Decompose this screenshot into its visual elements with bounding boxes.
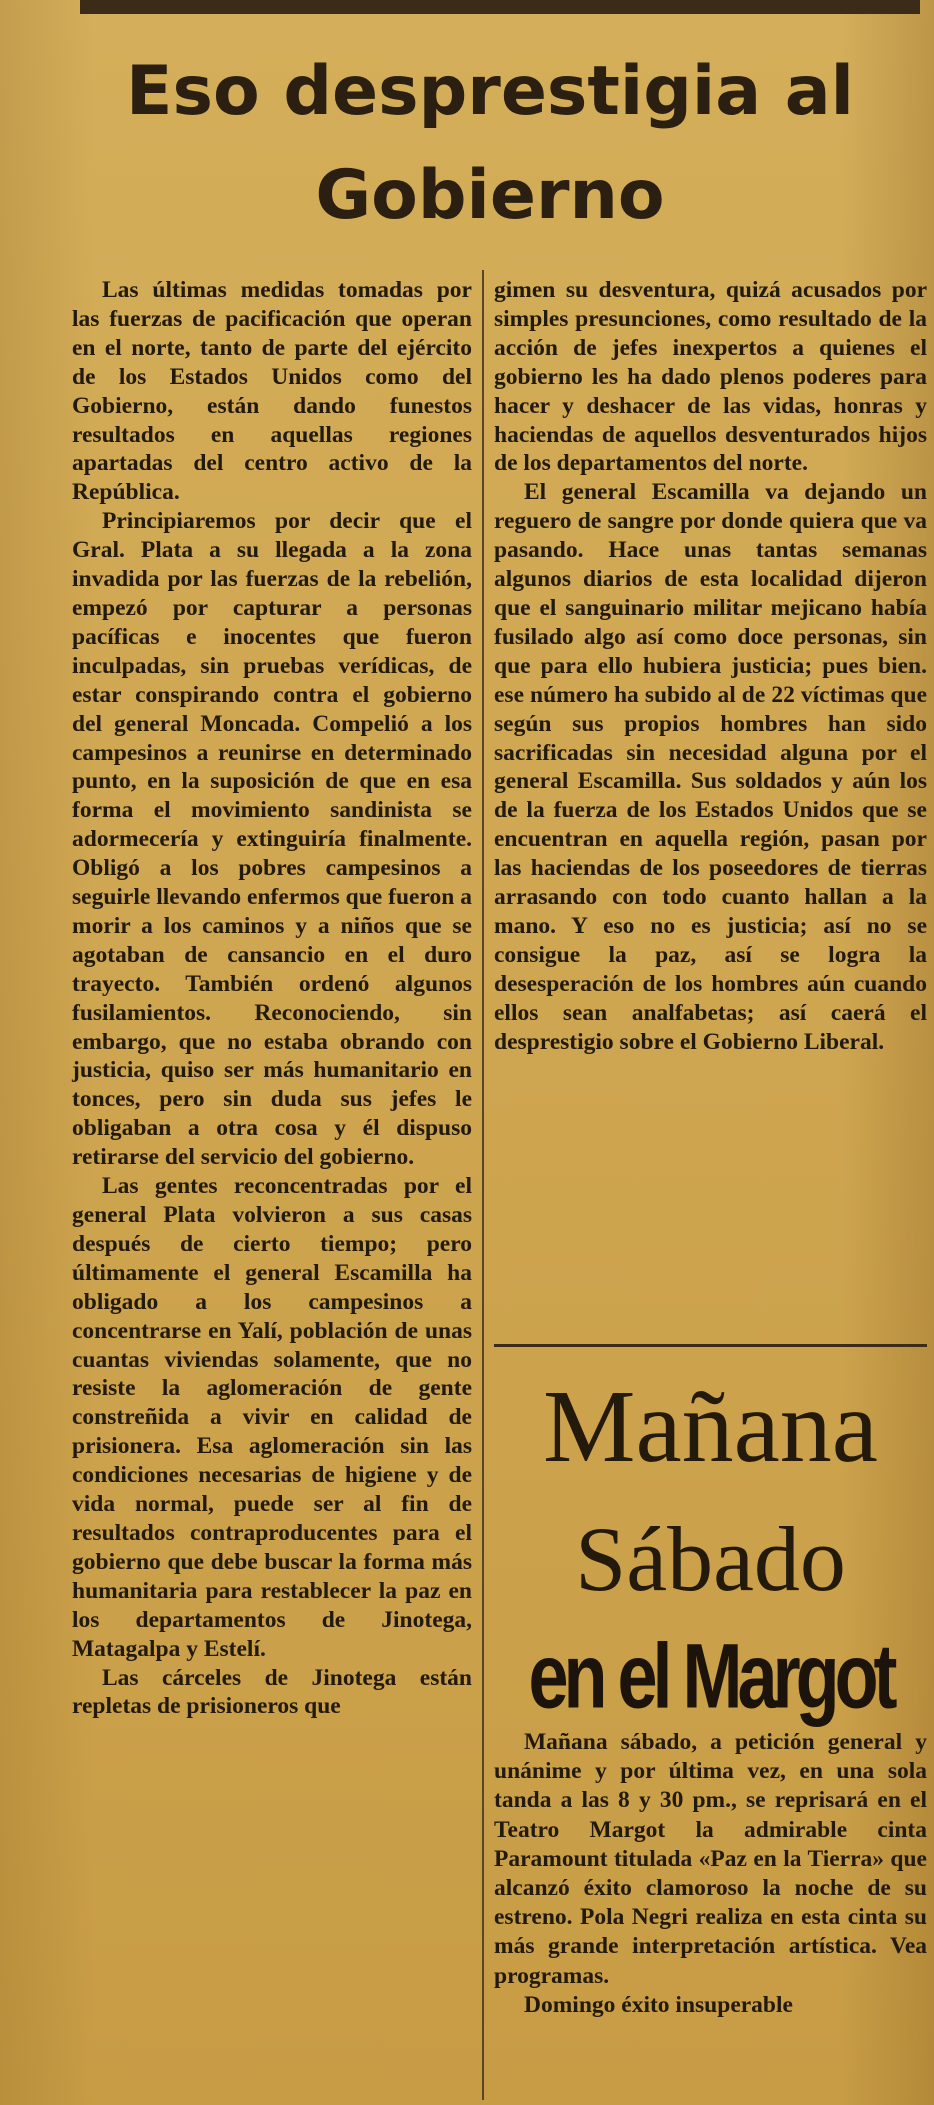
article-paragraph: Las cárceles de Jinotega están repletas de prisioneros que xyxy=(72,1664,472,1720)
article-end-rule xyxy=(494,1344,927,1347)
article-paragraph: El general Escamilla va dejando un reguero de sangre por donde quiera que va pasando. Hace unas tantas semanas algunos diarios de esta localidad dijeron que el sanguinario militar mejicano había fusilado algo así como doce personas, sin que para ello hubiera justicia; pues bien. ese número ha subido al de 22 víctimas que según sus propios hombres han sido sacrificadas sin necesidad alguna por el general Escamilla. Sus soldados y aún los de la fuerza de los Estados Unidos que se encuentran en aquella región, pasan por las haciendas de los poseedores de tierras arrasando con todo cuanto hallan a la mano. Y eso no es justicia; así no se consigue la paz, así se logra la desesperación de los hombres aún cuando ellos sean analfabetas; así caerá el desprestigio sobre el Gobierno Liberal. xyxy=(494,479,927,1055)
article-paragraph: gimen su desventura, quizá acusados por simples presunciones, como resultado de la acción de jefes inexpertos a quienes el gobierno les ha dado plenos poderes para hacer y deshacer de las vidas, honras y haciendas de aquellos desventurados hijos de los departamentos del norte. xyxy=(494,277,927,477)
ad-title-line-3: en el Margot xyxy=(528,1625,893,1729)
ad-title-line-2: Sábado xyxy=(575,1508,846,1610)
ad-body-text: Mañana sábado, a petición general y unánime y por última vez, en una sola tanda a las 8 y 30 pm., se reprisará en el Teatro Margot la admirable cinta Paramount titulada «Paz en la Tierra» que alcanzó éxito clamoroso la noche de su estreno. Pola Negri realiza en esta cinta su más grande interpretación artística. Vea programas. xyxy=(494,1729,927,1989)
column-divider xyxy=(482,270,484,2100)
article-paragraph: Las gentes reconcentradas por el general Plata volvieron a sus casas después de cierto tiempo; pero últimamente el general Escamilla ha obligado a los campesinos a concentrarse en Yalí, población de unas cuantas viviendas solamente, que no resiste la aglomeración de gente constreñida a vivir en calidad de prisionera. Esa aglomeración sin las condiciones necesarias de higiene y de vida normal, puede ser al fin de resultados contraproducentes para el gobierno que debe buscar la forma más humanitaria para restablecer la paz en los departamentos de Jinotega, Matagalpa y Estelí. xyxy=(72,1173,472,1662)
ad-body xyxy=(494,1728,927,2020)
article-paragraph: Las últimas medidas tomadas por las fuerzas de pacificación que operan en el norte, tanto de parte del ejército de los Estados Unidos como del Gobierno, están dando funestos resultados en aquellas regiones apartadas del centro activo de la República. xyxy=(72,277,472,506)
article-column-right xyxy=(494,276,927,1056)
top-rule xyxy=(80,0,920,14)
ad-title-line-1: Mañana xyxy=(543,1369,878,1484)
article-paragraph: Principiaremos por decir que el Gral. Plata a su llegada a la zona invadida por las fuerzas de la rebelión, empezó por capturar a personas pacíficas e inocentes que fueron inculpadas, sin pruebas verídicas, de estar conspirando contra el gobierno del general Moncada. Compelió a los campesinos a reunirse en determinado punto, en la suposición de que en esa forma el movimiento sandinista se adormecería y extinguiría finalmente. Obligó a los pobres campesinos a seguirle llevando enfermos que fueron a morir a los caminos y a niños que se agotaban de cansancio en el duro trayecto. También ordenó algunos fusilamientos. Reconociendo, sin embargo, que no estaba obrando con justicia, quiso ser más humanitario en tonces, pero sin duda sus jefes le obligaban a otra cosa y él dispuso retirarse del servicio del gobierno. xyxy=(72,508,472,1171)
ad-footer-partial: Domingo éxito insuperable xyxy=(524,1991,793,2018)
headline: Eso desprestigia al Gobierno xyxy=(126,52,854,235)
theatre-advertisement xyxy=(494,1352,927,2105)
article-column-left xyxy=(72,276,472,1721)
